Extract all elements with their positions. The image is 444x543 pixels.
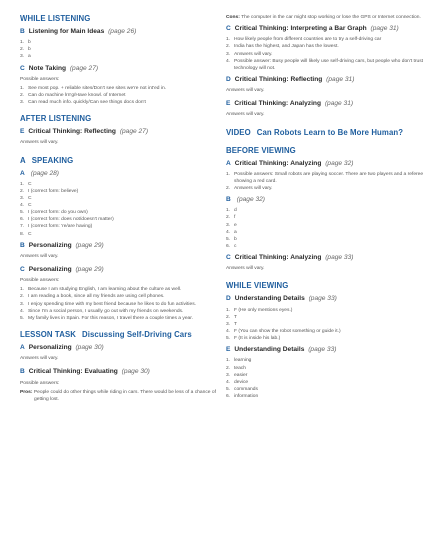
list-item-number: 1.	[226, 171, 231, 177]
list-item-text: I (correct form: does not/doesn't matter)	[28, 217, 114, 223]
list-item	[226, 372, 430, 379]
list-item-number: 3.	[20, 301, 25, 307]
answer-list-e-details	[226, 357, 430, 400]
list-item-number: 1.	[226, 358, 231, 364]
section-heading-lesson-task: LESSON TASK Discussing Self-Driving Cars	[20, 329, 192, 339]
list-item	[20, 92, 220, 99]
section-heading-after-listening: AFTER LISTENING	[20, 114, 92, 124]
list-item-text: easier	[234, 372, 248, 378]
exercise-heading-a-analyzing: A Critical Thinking: Analyzing (page 32)	[226, 159, 354, 167]
list-item	[20, 85, 220, 92]
cons-text: Cons: The computer in the car might stop working or lose the GPS or Internet connection.	[226, 15, 421, 20]
exercise-heading-c-bar-graph: C Critical Thinking: Interpreting a Bar Graph (page 31)	[226, 25, 399, 33]
section-heading-while-listening: WHILE LISTENING	[20, 14, 91, 23]
list-item-text: C	[28, 196, 32, 202]
list-item-text: Can read much info. quickly/Can see things docs don't	[28, 100, 146, 106]
exercise-heading-e-reflecting: E Critical Thinking: Reflecting (page 27)	[20, 128, 149, 136]
list-item-number: 3.	[20, 100, 25, 106]
list-item	[20, 209, 220, 216]
list-item-number: 2.	[226, 186, 231, 192]
list-item	[20, 231, 220, 238]
exercise-heading-e-details: E Understanding Details (page 33)	[226, 346, 337, 354]
list-item-number: 3.	[226, 51, 231, 57]
answer-text-a-lesson: Answers will vary.	[20, 356, 59, 362]
list-item	[226, 236, 430, 243]
answer-list-b-listening	[20, 39, 220, 60]
list-item-text: T	[234, 321, 237, 327]
list-item	[20, 99, 220, 106]
list-item-text: See most pop. + reliable sites/Don't see sites we're not int'ed in.	[28, 85, 167, 91]
list-item-text: teach	[234, 365, 246, 371]
list-item-text: c	[234, 243, 237, 249]
list-item-text: F (He only mentions eyes.)	[234, 307, 293, 313]
section-heading-video: VIDEO Can Robots Learn to Be More Human?	[226, 127, 404, 137]
list-item-text: My family lives in Spain. For this reason, I travel there a couple times a year.	[28, 315, 193, 321]
list-item-text: C	[28, 203, 32, 209]
list-item-text: F (It is inside his lab.)	[234, 336, 281, 342]
answer-text-e-analyzing: Answers will vary.	[226, 112, 265, 118]
list-item	[226, 314, 430, 321]
list-item-number: 2.	[20, 294, 25, 300]
list-item-text: information	[234, 393, 259, 399]
list-item-text: How likely people from different countries are to try a self-driving car	[234, 37, 382, 43]
list-item	[226, 207, 430, 214]
exercise-heading-b-personalizing: B Personalizing (page 29)	[20, 241, 104, 249]
list-item-number: 5.	[226, 386, 231, 392]
list-item	[20, 301, 220, 308]
list-item	[226, 229, 430, 236]
possible-answers-label: Possible answers:	[20, 278, 60, 284]
answer-text-e-reflecting: Answers will vary.	[20, 140, 59, 146]
exercise-heading-c-personalizing: C Personalizing (page 29)	[20, 266, 104, 274]
list-item-text: Since I'm a social person, I usually go out with my friends on weekends.	[28, 308, 184, 314]
list-item	[226, 185, 430, 192]
list-item-number: 5.	[226, 236, 231, 242]
possible-answers-label: Possible answers:	[20, 76, 60, 82]
list-item-number: 1.	[20, 287, 25, 293]
list-item-text: C	[28, 181, 32, 187]
exercise-heading-a-speaking: A (page 28)	[20, 169, 59, 177]
list-item	[226, 171, 430, 185]
pros-text: Pros: People could do other things while riding in cars. There would be less of a chance of getting lost.	[20, 389, 216, 402]
answer-list-a-analyzing	[226, 171, 430, 192]
list-item-text: Answers will vary.	[234, 186, 273, 192]
list-item	[20, 181, 220, 188]
list-item-text: e	[234, 222, 237, 228]
list-item	[226, 43, 430, 50]
list-item	[20, 315, 220, 322]
list-item	[20, 223, 220, 230]
list-item	[20, 53, 220, 60]
list-item-text: I (correct form: 're/are having)	[28, 224, 93, 230]
list-item-number: 4.	[20, 308, 25, 314]
answer-list-d-details	[226, 307, 430, 343]
list-item-number: 6.	[226, 243, 231, 249]
list-item	[226, 36, 430, 43]
list-item-text: learning	[234, 358, 252, 364]
list-item-text: Answers will vary.	[234, 51, 273, 57]
list-item-text: Possible answers: Small robots are playing soccer. There are two players and a referee showing a red card.	[234, 171, 424, 184]
list-item-text: b	[28, 40, 31, 46]
exercise-heading-e-analyzing: E Critical Thinking: Analyzing (page 31)	[226, 100, 354, 108]
list-item-number: 2.	[226, 365, 231, 371]
list-item-number: 1.	[20, 40, 25, 46]
list-item-text: I (correct form: believe)	[28, 188, 79, 194]
answer-list-b-before-viewing	[226, 207, 430, 250]
list-item-number: 5.	[226, 336, 231, 342]
list-item	[226, 222, 430, 229]
list-item-number: 3.	[226, 321, 231, 327]
list-item-text: a	[28, 54, 31, 60]
list-item-number: 6.	[20, 217, 25, 223]
list-item-number: 2.	[226, 215, 231, 221]
section-heading-before-viewing: BEFORE VIEWING	[226, 145, 296, 155]
list-item-number: 5.	[20, 315, 25, 321]
list-item-number: 2.	[20, 188, 25, 194]
exercise-heading-c-analyzing: C Critical Thinking: Analyzing (page 33)	[226, 254, 354, 262]
list-item-number: 4.	[20, 203, 25, 209]
list-item	[226, 307, 430, 314]
list-item-number: 8.	[20, 231, 25, 237]
list-item-number: 5.	[20, 210, 25, 216]
list-item-number: 1.	[20, 85, 25, 91]
list-item-number: 3.	[226, 222, 231, 228]
list-item-text: F (You can show the robot something or guide it.)	[234, 328, 341, 334]
list-item-text: device	[234, 379, 249, 385]
list-item-number: 6.	[226, 393, 231, 399]
list-item	[226, 357, 430, 364]
list-item	[226, 51, 430, 58]
list-item-text: I (correct form: do you own)	[28, 210, 88, 216]
list-item	[226, 243, 430, 250]
list-item	[226, 379, 430, 386]
exercise-heading-b-before-viewing: B (page 32)	[226, 196, 265, 204]
list-item-text: commands	[234, 386, 258, 392]
list-item-text: Possible answer: Busy people will likely use self-driving cars, but people who don't trust technology will not.	[234, 58, 424, 71]
list-item	[226, 393, 430, 400]
list-item-text: Can do machine lrn'g/Have knowl. of Internet	[28, 93, 126, 99]
list-item-number: 4.	[226, 229, 231, 235]
list-item-text: I enjoy spending time with my best friend because he likes to do fun activities.	[28, 301, 197, 307]
list-item-text: b	[234, 236, 237, 242]
list-item	[20, 216, 220, 223]
list-item	[20, 39, 220, 46]
list-item-number: 4.	[226, 58, 231, 64]
exercise-heading-b-evaluating: B Critical Thinking: Evaluating (page 30)	[20, 368, 150, 376]
list-item-number: 2.	[20, 93, 25, 99]
list-item-text: C	[28, 231, 32, 237]
list-item-text: Because I am studying English, I am learning about the culture as well.	[28, 287, 182, 293]
list-item	[226, 321, 430, 328]
list-item-number: 3.	[226, 372, 231, 378]
list-item-number: 1.	[226, 37, 231, 43]
list-item	[226, 58, 430, 72]
section-heading-while-viewing: WHILE VIEWING	[226, 281, 289, 291]
list-item	[20, 195, 220, 202]
list-item	[20, 293, 220, 300]
list-item-text: f	[234, 215, 236, 221]
list-item-number: 1.	[226, 208, 231, 214]
answer-list-c-bar-graph	[226, 36, 430, 72]
exercise-heading-c-note-taking: C Note Taking (page 27)	[20, 64, 99, 72]
list-item	[20, 188, 220, 195]
answer-list-c-personalizing	[20, 286, 220, 322]
list-item	[226, 328, 430, 335]
list-item-text: T	[234, 314, 237, 320]
list-item	[20, 46, 220, 53]
list-item-text: India has the highest, and Japan has the lowest.	[234, 44, 339, 50]
list-item-number: 1.	[20, 181, 25, 187]
list-item	[20, 202, 220, 209]
answer-text-c-analyzing: Answers will vary.	[226, 266, 265, 272]
list-item	[226, 365, 430, 372]
possible-answers-label: Possible answers:	[20, 380, 60, 386]
list-item-number: 2.	[226, 314, 231, 320]
exercise-heading-d-reflecting: D Critical Thinking: Reflecting (page 31)	[226, 75, 355, 83]
answer-list-c-note-taking	[20, 85, 220, 106]
list-item-number: 2.	[20, 47, 25, 53]
exercise-heading-b-listening: B Listening for Main Ideas (page 26)	[20, 28, 137, 35]
list-item-text: b	[28, 47, 31, 53]
list-item-text: d	[234, 208, 237, 214]
right-column	[226, 14, 430, 404]
list-item-number: 1.	[226, 307, 231, 313]
list-item	[226, 335, 430, 342]
list-item	[20, 286, 220, 293]
list-item-text: I am reading a book, since all my friends are using cell phones.	[28, 294, 165, 300]
list-item-number: 7.	[20, 224, 25, 230]
exercise-heading-d-details: D Understanding Details (page 33)	[226, 295, 337, 303]
list-item-number: 2.	[226, 44, 231, 50]
list-item	[20, 308, 220, 315]
list-item-text: a	[234, 229, 237, 235]
answer-list-a-speaking	[20, 181, 220, 238]
list-item	[226, 214, 430, 221]
left-column	[20, 14, 220, 405]
answer-text-b-personalizing: Answers will vary.	[20, 253, 59, 259]
list-item-number: 3.	[20, 54, 25, 60]
answer-text-d-reflecting: Answers will vary.	[226, 88, 265, 94]
section-heading-speaking: A SPEAKING	[20, 155, 74, 165]
exercise-heading-a-lesson-personalizing: A Personalizing (page 30)	[20, 343, 104, 351]
list-item-number: 4.	[226, 379, 231, 385]
list-item-number: 4.	[226, 328, 231, 334]
list-item	[226, 386, 430, 393]
list-item-number: 3.	[20, 196, 25, 202]
